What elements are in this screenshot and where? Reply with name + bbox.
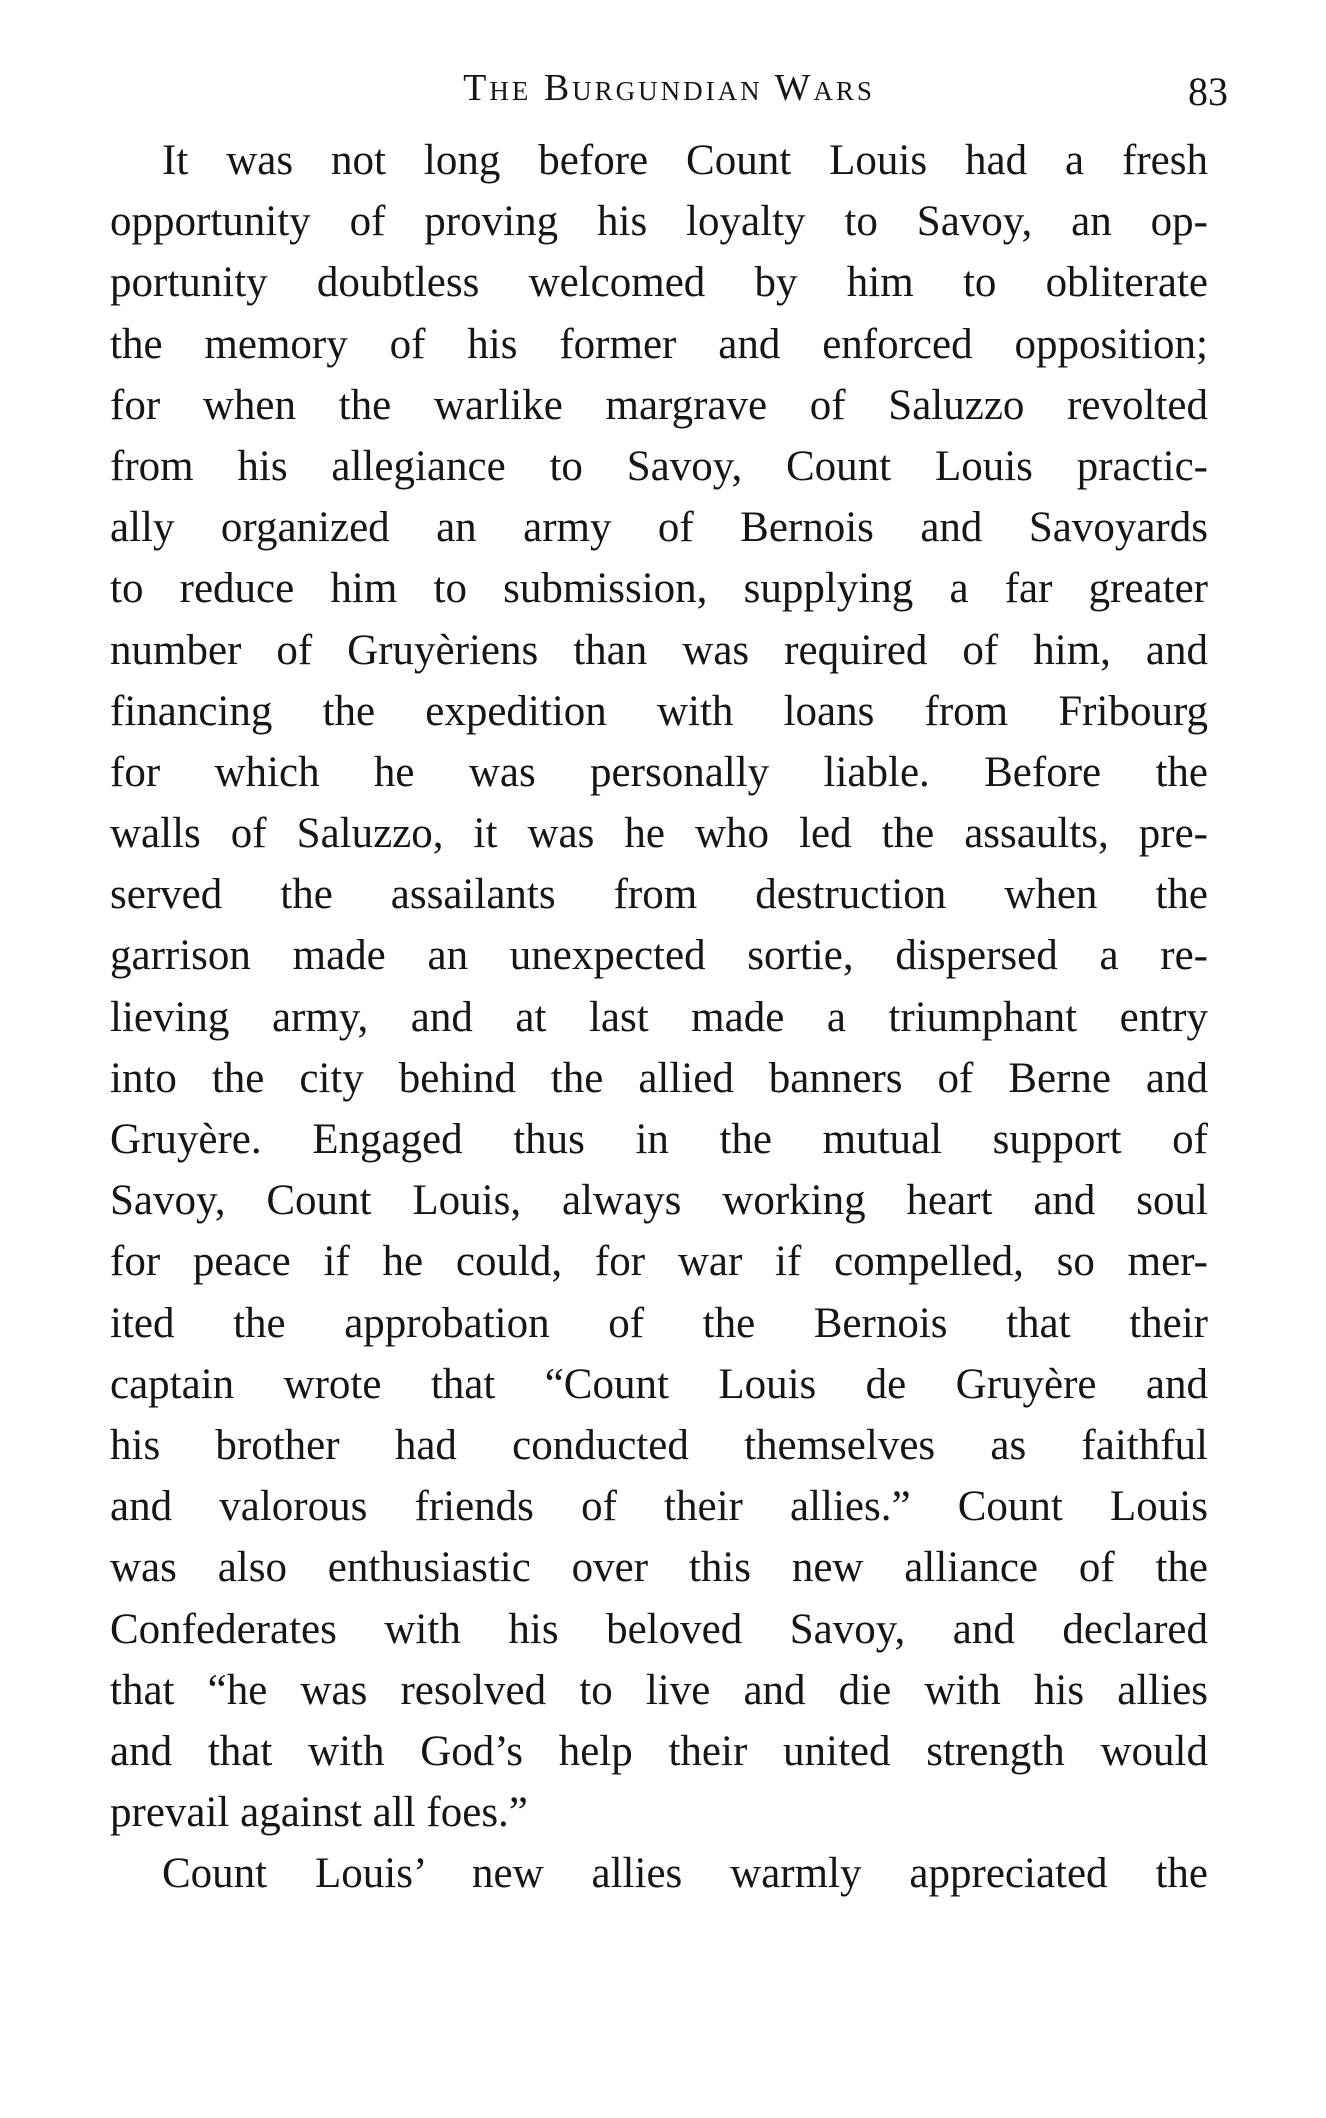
text-line: Confederates with his beloved Savoy, and declared <box>110 1605 1208 1653</box>
text-line: and that with God’s help their united strength would <box>110 1727 1208 1775</box>
text-line: number of Gruyèriens than was required of him, and <box>110 626 1208 674</box>
running-head <box>110 58 1228 118</box>
text-line: walls of Saluzzo, it was he who led the assaults, pre- <box>110 810 1208 858</box>
text-line: served the assailants from destruction when the <box>110 871 1208 919</box>
text-line: for when the warlike margrave of Saluzzo revolted <box>110 381 1208 429</box>
text-line: Gruyère. Engaged thus in the mutual support of <box>110 1116 1208 1163</box>
text-line: lieving army, and at last made a triumphant entry <box>110 993 1208 1041</box>
text-line: for peace if he could, for war if compelled, so mer- <box>110 1238 1208 1286</box>
text-line: captain wrote that “Count Louis de Gruyère and <box>110 1360 1208 1408</box>
text-line: the memory of his former and enforced opposition; <box>110 320 1208 368</box>
text-line: It was not long before Count Louis had a fresh <box>162 137 1208 184</box>
text-line: prevail against all foes.” <box>110 1789 528 1837</box>
page-number: 83 <box>1188 69 1228 114</box>
text-line: was also enthusiastic over this new alliance of the <box>110 1544 1208 1592</box>
text-line: his brother had conducted themselves as faithful <box>110 1421 1208 1469</box>
running-title: The Burgundian Wars <box>463 67 875 109</box>
text-line: ited the approbation of the Bernois that their <box>110 1299 1208 1347</box>
text-line: ally organized an army of Bernois and Savoyards <box>110 504 1208 552</box>
text-line: into the city behind the allied banners of Berne and <box>110 1054 1208 1102</box>
text-line: financing the expedition with loans from Fribourg <box>110 687 1208 735</box>
text-line: portunity doubtless welcomed by him to obliterate <box>110 259 1208 307</box>
body-text <box>110 130 1208 1904</box>
text-line: from his allegiance to Savoy, Count Louis practic- <box>110 442 1208 490</box>
text-line: garrison made an unexpected sortie, dispersed a re- <box>110 932 1208 980</box>
text-line: for which he was personally liable. Before the <box>110 748 1208 796</box>
text-line: and valorous friends of their allies.” Count Louis <box>110 1483 1208 1531</box>
text-line: Count Louis’ new allies warmly appreciated the <box>162 1850 1208 1898</box>
text-line: to reduce him to submission, supplying a far greater <box>110 565 1208 613</box>
text-line: Savoy, Count Louis, always working heart and soul <box>110 1177 1208 1225</box>
text-line: that “he was resolved to live and die with his allies <box>110 1666 1208 1714</box>
text-line: opportunity of proving his loyalty to Savoy, an op- <box>110 198 1208 246</box>
